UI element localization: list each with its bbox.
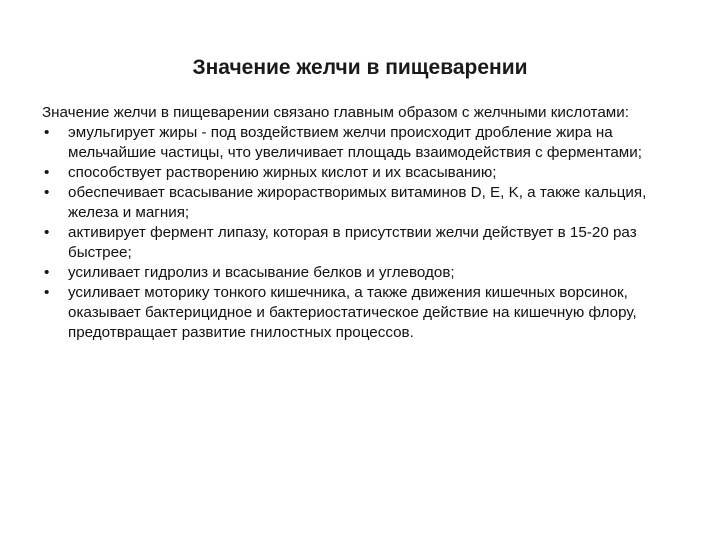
bullet-item [42,183,682,223]
intro-text: Значение желчи в пищеварении связано главным образом с желчными кислотами: [42,104,629,121]
bullet-icon: • [44,264,50,281]
bullet-list [42,123,682,343]
slide-title: Значение желчи в пищеварении [192,56,528,79]
bullet-text: обеспечивает всасывание жирорастворимых витаминов D, E, K, а также кальция, железа и магния; [68,184,647,221]
bullet-item [42,223,682,263]
bullet-text: способствует растворению жирных кислот и их всасыванию; [68,164,497,181]
slide-body [42,103,682,343]
bullet-text: эмульгирует жиры - под воздействием желчи происходит дробление жира на мельчайшие частицы, что увеличивает площадь взаимодействия с ферментами; [68,124,642,161]
bullet-item [42,163,682,183]
bullet-item [42,263,682,283]
bullet-icon: • [44,124,50,141]
bullet-text: усиливает моторику тонкого кишечника, а также движения кишечных ворсинок, оказывает бактерицидное и бактериостатическое действие на кишечную флору, предотвращает развитие гнилостных процессов. [68,284,637,341]
bullet-icon: • [44,184,50,201]
bullet-icon: • [44,224,50,241]
bullet-icon: • [44,284,50,301]
bullet-item [42,283,682,343]
bullet-item [42,123,682,163]
bullet-icon: • [44,164,50,181]
bullet-text: активирует фермент липазу, которая в присутствии желчи действует в 15-20 раз быстрее; [68,224,637,261]
bullet-text: усиливает гидролиз и всасывание белков и углеводов; [68,264,455,281]
